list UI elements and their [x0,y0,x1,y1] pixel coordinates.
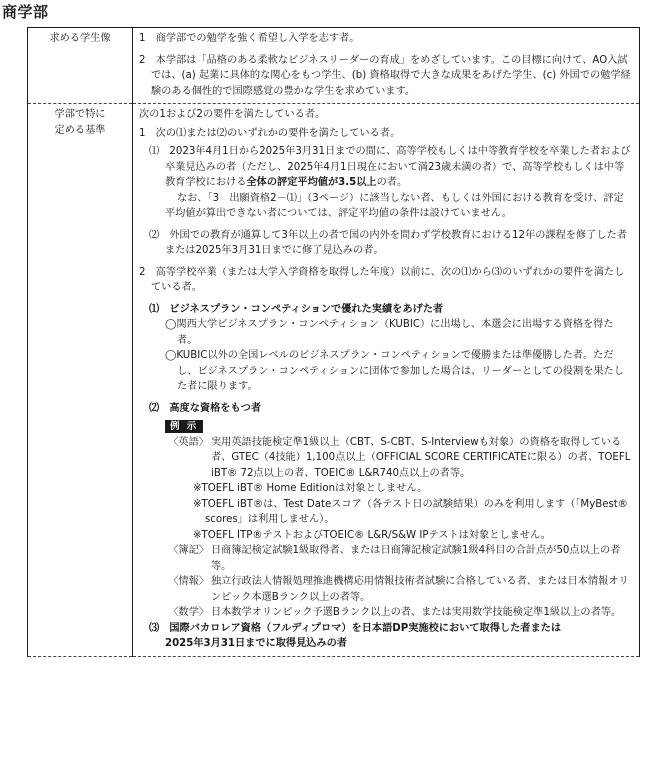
req2-sub1-item-national: ◯KUBIC以外の全国レベルのビジネスプラン・コンペティションで優勝または準優勝した者。ただし、ビジネスプラン・コンペティションに団体で参加した場合は、リーダーとしての役割を果たした者に限ります。 [165,350,624,392]
criteria-label-line1: 学部で特に [54,109,106,120]
req1-item2: ⑵ 外国での教育が通算して3年以上の者で国の内外を問わず学校教育における12年の課程を修了した者または2025年3月31日までに修了見込みの者。 [149,229,627,256]
desired-para-2: 2 本学部は「品格のある柔軟なビジネスリーダーの育成」をめざしています。この目標に向けて、AO入試では、(a) 起業に具体的な関心をもつ学生、(b) 資格取得で大きな成果をあげた学生、(c) 外国での勉学経験のある個性的で国際感覚の豊かな学生を求めています。 [139,54,631,97]
category-english [139,435,633,482]
english-note: ※TOEFL iBT® Home Editionは対象としません。 [193,483,428,494]
page-title: 商学部 [2,3,49,21]
category-text: 実用英語技能検定準1級以上（CBT、S-CBT、S-Interviewも対象）の資格を取得している者、GTEC（4技能）1,100点以上（OFFICIAL SCORE CERTIFICATEに限る）の者、TOEFL iBT® 72点以上の者、TOEIC® L&R740点以上の者等。 [211,436,631,479]
req2-sub3-line2: 2025年3月31日までに取得見込みの者 [165,638,348,649]
category-label: 〈英語〉 [168,436,209,448]
table-row [28,104,640,657]
category-text: 日商簿記検定試験1級取得者、または日商簿記検定試験1級4科目の合計点が50点以上の者等。 [211,545,621,572]
category-text: 独立行政法人情報処理推進機構応用情報技術者試験に合格している者、または日本情報オリンピック本選Bランク以上の者等。 [211,576,629,603]
category-label: 〈数学〉 [168,607,209,618]
requirements-table [27,27,640,657]
category-label: 〈簿記〉 [168,545,209,556]
req2-sub3-line1: ⑶ 国際バカロレア資格（フルディプロマ）を日本語DP実施校において取得した者または [149,622,562,634]
criteria-intro: 次の1および2の要件を満たしている者。 [139,109,326,120]
req1-item1 [139,144,633,191]
req1-item1-post: の者。 [376,177,408,188]
category-text: 日本数学オリンピック予選Bランク以上の者、または実用数学技能検定準1級以上の者等。 [211,607,622,618]
english-note: ※TOEFL ITP®テストおよびTOEIC® L&R/S&W IPテストは対象としません。 [193,529,551,541]
req2-head: 2 高等学校卒業（または大学入学資格を取得した年度）以前に、次の⑴から⑶のいずれかの要件を満たしている者。 [139,266,625,293]
category-bookkeeping [139,543,633,574]
req2-sub2-head: ⑵ 高度な資格をもつ者 [149,402,262,414]
english-note: ※TOEFL iBT®は、Test Dateスコア（各テスト日の試験結果）のみを利用します（「MyBest® scores」は利用しません）。 [193,498,628,525]
req1-item1-note: なお、「3 出願資格2－⑴」（3ページ）に該当しない者、もしくは外国における教育を受け、評定平均値が算出できない者については、評定平均値の条件は設けていません。 [165,192,624,219]
desired-student-content [133,28,640,104]
req1-head: 1 次の⑴または⑵のいずれかの要件を満たしている者。 [139,127,401,139]
req2-sub1-item-kubic: ◯関西大学ビジネスプラン・コンペティション（KUBIC）に出場し、本選会に出場する資格を得た者。 [165,319,614,346]
category-math [139,605,633,621]
row-label-criteria [28,104,133,657]
category-label: 〈情報〉 [168,576,209,587]
row-label-desired-student: 求める学生像 [28,28,133,104]
criteria-content [133,104,640,657]
example-badge: 例 示 [165,420,203,433]
desired-para-1: 1 商学部での勉学を強く希望し入学を志す者。 [139,33,360,44]
category-information [139,574,633,605]
req2-sub1-head: ⑴ ビジネスプラン・コンペティションで優れた実績をあげた者 [149,303,444,315]
criteria-label-line2: 定める基準 [54,124,106,136]
table-row [28,28,640,104]
req1-item1-bold: 全体の評定平均値が3.5以上 [246,177,377,188]
req1-item1-pre: ⑴ 2023年4月1日から2025年3月31日までの間に、高等学校もしくは中等教育学校を卒業した者および卒業見込みの者（ただし、2025年4月1日現在において満23歳未満の者）で、高等学校もしくは中等教育学校における [149,146,631,188]
